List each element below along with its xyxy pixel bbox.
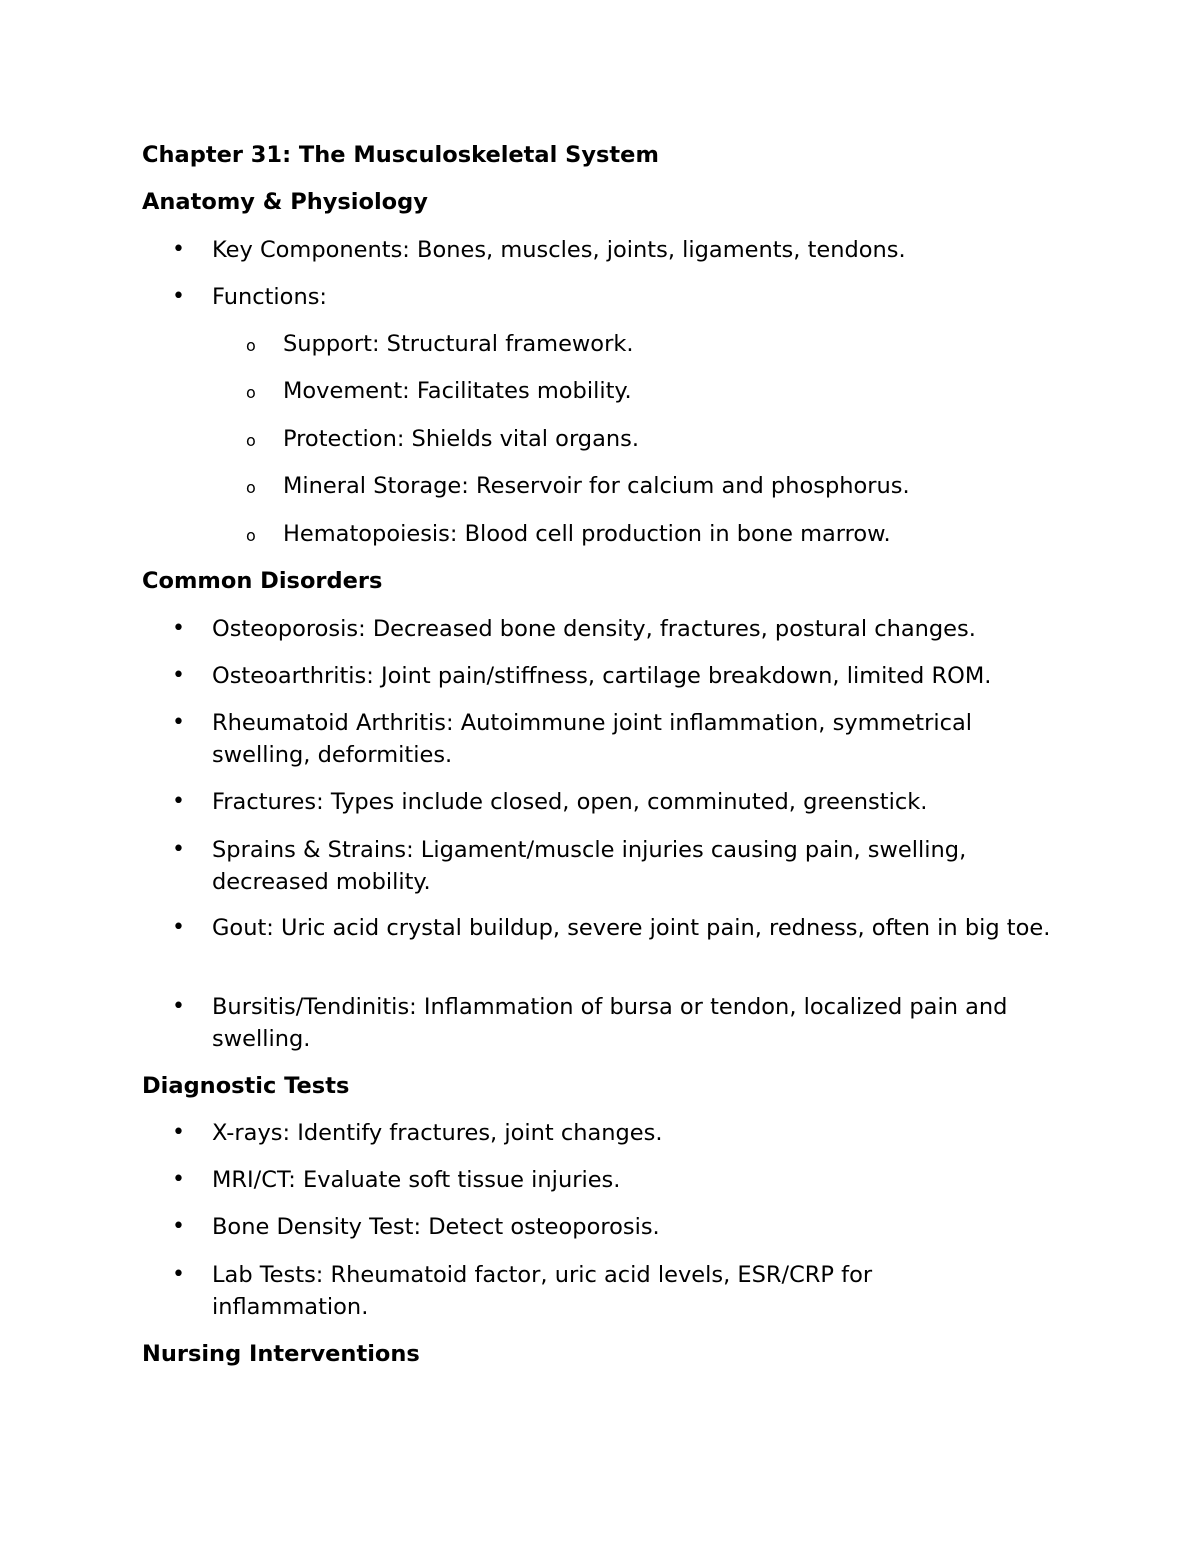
list-item: Lab Tests: Rheumatoid factor, uric acid levels, ESR/CRP for inflammation.	[212, 1262, 873, 1320]
bullet-icon: •	[172, 284, 185, 309]
bullet-icon: •	[172, 789, 185, 814]
list-item: MRI/CT: Evaluate soft tissue injuries.	[212, 1167, 621, 1193]
bullet-icon: •	[172, 837, 185, 862]
bullet-icon: •	[172, 1214, 185, 1239]
sub-bullet-icon: o	[246, 336, 256, 355]
bullet-icon: •	[172, 915, 185, 940]
sub-list-item: Hematopoiesis: Blood cell production in bone marrow.	[283, 521, 891, 547]
bullet-icon: •	[172, 994, 185, 1019]
sub-bullet-icon: o	[246, 526, 256, 545]
list-item: Rheumatoid Arthritis: Autoimmune joint inflammation, symmetrical swelling, deformities.	[212, 710, 973, 768]
sub-bullet-icon: o	[246, 478, 256, 497]
sub-list-item: Mineral Storage: Reservoir for calcium and phosphorus.	[283, 473, 910, 499]
section-heading-disorders: Common Disorders	[142, 568, 383, 594]
list-item: X-rays: Identify fractures, joint changes.	[212, 1120, 663, 1146]
list-item: Osteoarthritis: Joint pain/stiffness, cartilage breakdown, limited ROM.	[212, 663, 992, 689]
page-title: Chapter 31: The Musculoskeletal System	[142, 142, 659, 168]
list-item: Fractures: Types include closed, open, comminuted, greenstick.	[212, 789, 928, 815]
sub-bullet-icon: o	[246, 431, 256, 450]
bullet-icon: •	[172, 237, 185, 262]
list-item: Bursitis/Tendinitis: Inflammation of bursa or tendon, localized pain and swelling.	[212, 994, 1008, 1052]
section-heading-nursing: Nursing Interventions	[142, 1341, 420, 1367]
sub-list-item: Movement: Facilitates mobility.	[283, 378, 632, 404]
list-item: Key Components: Bones, muscles, joints, ligaments, tendons.	[212, 237, 906, 263]
bullet-icon: •	[172, 1167, 185, 1192]
list-item: Bone Density Test: Detect osteoporosis.	[212, 1214, 660, 1240]
list-item: Functions:	[212, 284, 328, 310]
bullet-icon: •	[172, 663, 185, 688]
section-heading-anatomy: Anatomy & Physiology	[142, 189, 428, 215]
list-item: Sprains & Strains: Ligament/muscle injuries causing pain, swelling, decreased mobility.	[212, 837, 967, 895]
section-heading-diagnostics: Diagnostic Tests	[142, 1073, 350, 1099]
sub-list-item: Support: Structural framework.	[283, 331, 634, 357]
bullet-icon: •	[172, 1120, 185, 1145]
list-item: Osteoporosis: Decreased bone density, fractures, postural changes.	[212, 616, 976, 642]
bullet-icon: •	[172, 710, 185, 735]
sub-list-item: Protection: Shields vital organs.	[283, 426, 640, 452]
bullet-icon: •	[172, 616, 185, 641]
sub-bullet-icon: o	[246, 383, 256, 402]
list-item: Gout: Uric acid crystal buildup, severe joint pain, redness, often in big toe.	[212, 915, 1051, 941]
bullet-icon: •	[172, 1262, 185, 1287]
